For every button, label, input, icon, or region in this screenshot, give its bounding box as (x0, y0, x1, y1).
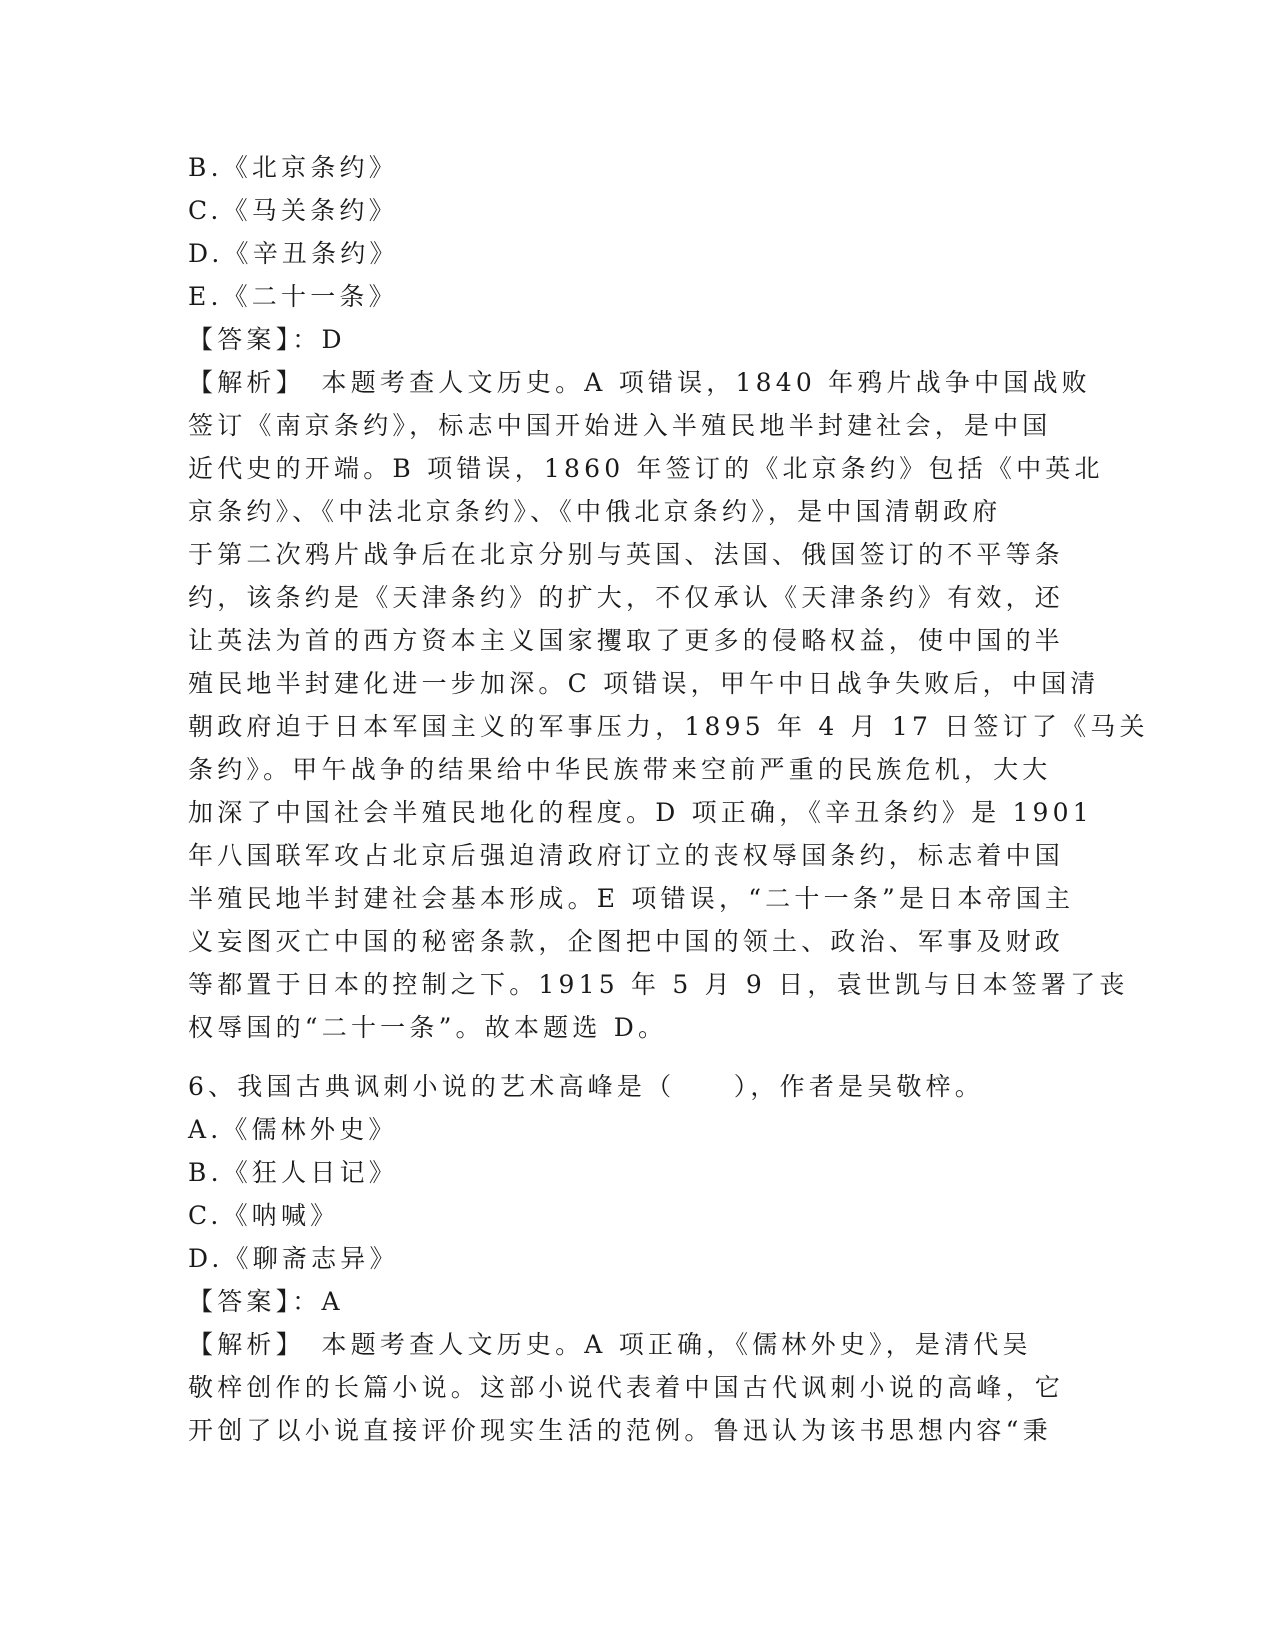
paragraph-gap (188, 1049, 1088, 1065)
q6-analysis-line: 【解析】 本题考查人文历史。A 项正确，《儒林外史》，是清代吴 (188, 1330, 1032, 1359)
q5-analysis-line: 权辱国的“二十一条”。故本题选 D。 (188, 1013, 668, 1042)
q6-option-d: D.《聊斋志异》 (188, 1244, 399, 1273)
q5-option-d: D.《辛丑条约》 (188, 239, 399, 268)
q5-analysis-line: 义妄图灭亡中国的秘密条款，企图把中国的领土、政治、军事及财政 (188, 927, 1065, 956)
q5-analysis-line: 半殖民地半封建社会基本形成。E 项错误，“二十一条”是日本帝国主 (188, 884, 1075, 913)
q5-analysis-line: 年八国联军攻占北京后强迫清政府订立的丧权辱国条约，标志着中国 (188, 841, 1065, 870)
q5-analysis-line: 【解析】 本题考查人文历史。A 项错误，1840 年鸦片战争中国战败 (188, 368, 1091, 397)
q6-answer: 【答案】：A (188, 1287, 344, 1316)
q6-option-a: A.《儒林外史》 (188, 1115, 398, 1144)
q6-option-b: B.《狂人日记》 (188, 1158, 398, 1187)
q5-analysis-line: 朝政府迫于日本军国主义的军事压力，1895 年 4 月 17 日签订了《马关 (188, 712, 1149, 741)
q5-answer: 【答案】：D (188, 325, 346, 354)
q5-analysis-line: 让英法为首的西方资本主义国家攫取了更多的侵略权益，使中国的半 (188, 626, 1065, 655)
q5-analysis-line: 于第二次鸦片战争后在北京分别与英国、法国、俄国签订的不平等条 (188, 540, 1065, 569)
q5-analysis-line: 约，该条约是《天津条约》的扩大，不仅承认《天津条约》有效，还 (188, 583, 1065, 612)
q5-option-e: E.《二十一条》 (188, 282, 398, 311)
q5-option-c: C.《马关条约》 (188, 196, 398, 225)
q5-analysis-line: 等都置于日本的控制之下。1915 年 5 月 9 日，袁世凯与日本签署了丧 (188, 970, 1129, 999)
q5-option-b: B.《北京条约》 (188, 153, 398, 182)
q5-analysis-line: 签订《南京条约》，标志中国开始进入半殖民地半封建社会，是中国 (188, 411, 1052, 440)
q5-analysis-line: 加深了中国社会半殖民地化的程度。D 项正确，《辛丑条约》是 1901 (188, 798, 1093, 827)
q5-analysis-line: 京条约》、《中法北京条约》、《中俄北京条约》，是中国清朝政府 (188, 497, 1002, 526)
q5-analysis-line: 条约》。甲午战争的结果给中华民族带来空前严重的民族危机，大大 (188, 755, 1052, 784)
q6-option-c: C.《呐喊》 (188, 1201, 340, 1230)
document-content (188, 146, 1149, 1452)
q6-analysis-line: 敬梓创作的长篇小说。这部小说代表着中国古代讽刺小说的高峰，它 (188, 1373, 1065, 1402)
q6-analysis-line: 开创了以小说直接评价现实生活的范例。鲁迅认为该书思想内容“秉 (188, 1416, 1052, 1445)
q6-question: 6、我国古典讽刺小说的艺术高峰是（ ），作者是吴敬梓。 (188, 1072, 985, 1101)
q5-analysis-line: 近代史的开端。B 项错误，1860 年签订的《北京条约》包括《中英北 (188, 454, 1104, 483)
q5-analysis-line: 殖民地半封建化进一步加深。C 项错误，甲午中日战争失败后，中国清 (188, 669, 1100, 698)
